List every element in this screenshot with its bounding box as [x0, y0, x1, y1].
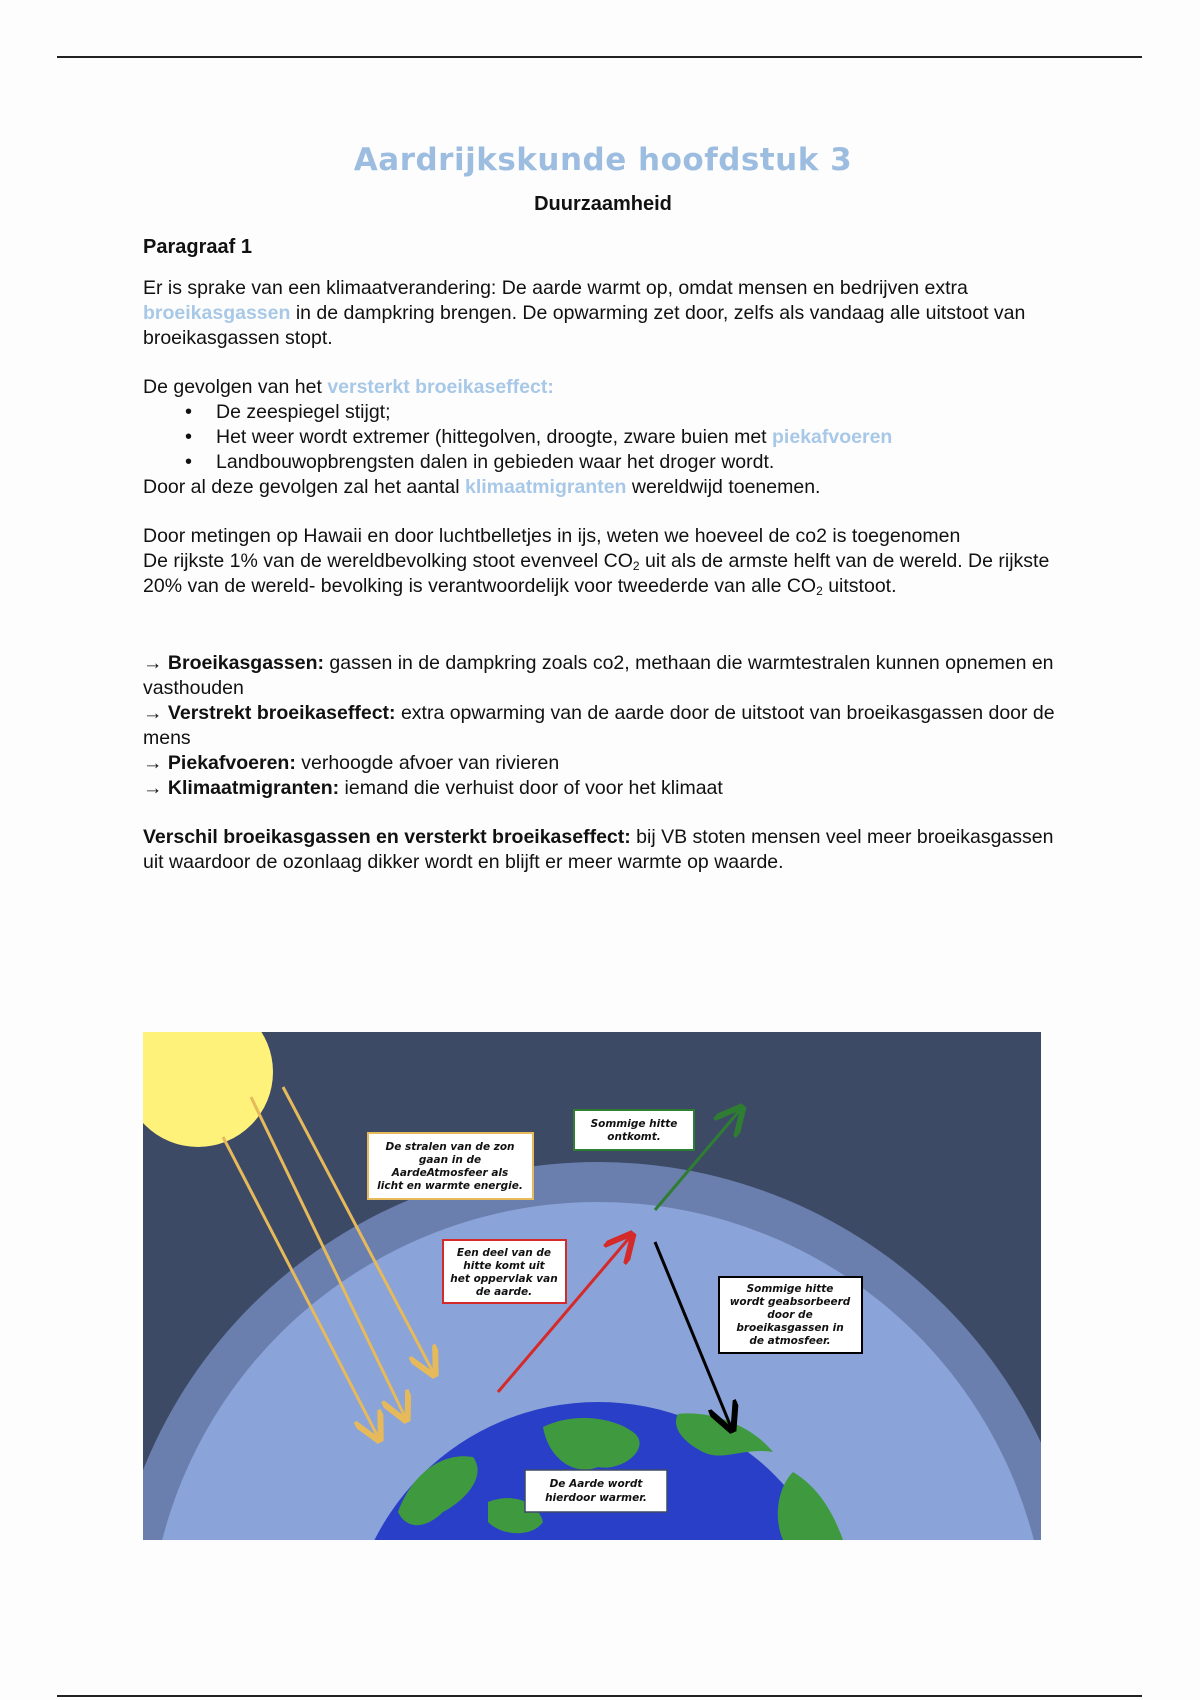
- term-piekafvoeren: piekafvoeren: [772, 426, 893, 448]
- bottom-rule: [57, 1695, 1142, 1697]
- section-heading: Paragraaf 1: [143, 236, 252, 258]
- richest-text-3: uitstoot.: [822, 575, 897, 597]
- label-line: de atmosfeer.: [749, 1335, 831, 1347]
- label-line: Een deel van de: [456, 1247, 552, 1259]
- effects-lead-text: De gevolgen van het: [143, 376, 328, 398]
- diagram-canvas: [143, 1032, 1041, 1540]
- richest-text-1: De rijkste 1% van de wereldbevolking stoot evenveel CO: [143, 550, 633, 572]
- list-item-text: Het weer wordt extremer (hittegolven, droogte, zware buien met: [216, 426, 773, 448]
- page-title: Aardrijkskunde hoofdstuk 3: [353, 142, 853, 178]
- definition-text: verhoogde afvoer van rivieren: [295, 752, 560, 774]
- intro-paragraph: [143, 276, 1063, 351]
- arrow-right-icon: →: [143, 777, 163, 799]
- arrow-right-icon: →: [143, 702, 163, 724]
- label-sun-rays: [368, 1133, 533, 1199]
- richest-paragraph: [143, 549, 1063, 599]
- definitions-list: [143, 651, 1063, 801]
- definition-text: gassen in de dampkring zoals co2, methaan die warmtestralen kunnen opnemen en vasthouden: [143, 652, 1054, 699]
- label-line: Sommige hitte: [590, 1118, 678, 1130]
- richest-text-2: uit als de armste helft van de wereld. De rijkste 20% van de wereld- bevolking is verantwoordelijk voor tweederde van alle CO: [143, 550, 1050, 597]
- definition-term: Broeikasgassen:: [167, 652, 324, 674]
- definition-term: Verstrekt broeikaseffect:: [167, 702, 396, 724]
- label-surface: [443, 1240, 566, 1303]
- label-line: De stralen van de zon: [385, 1141, 515, 1153]
- definition-item: [143, 751, 1063, 776]
- label-line: wordt geabsorbeerd: [729, 1296, 851, 1308]
- effects-closing-text-2: wereldwijd toenemen.: [626, 476, 821, 498]
- label-escapes: [574, 1110, 694, 1150]
- effects-list: [143, 400, 1063, 475]
- list-item: [193, 425, 1063, 450]
- label-line: AardeAtmosfeer als: [391, 1167, 509, 1179]
- label-line: het oppervlak van: [450, 1273, 558, 1285]
- greenhouse-effect-diagram: [143, 1032, 1041, 1540]
- definition-item: [143, 776, 1063, 801]
- intro-text-1: Er is sprake van een klimaatverandering: De aarde warmt op, omdat mensen en bedrijven extra: [143, 277, 968, 299]
- label-line: ontkomt.: [607, 1131, 661, 1143]
- subscript-2: 2: [816, 584, 823, 598]
- label-absorbed: [719, 1277, 862, 1353]
- difference-text: bij VB stoten mensen veel meer broeikasgassen uit waardoor de ozonlaag dikker wordt en blijft er meer warmte op waarde.: [143, 826, 1054, 873]
- effects-closing: [143, 475, 1063, 500]
- definition-term: Piekafvoeren:: [167, 752, 296, 774]
- label-warmer: [525, 1470, 667, 1512]
- intro-text-2: in de dampkring brengen. De opwarming zet door, zelfs als vandaag alle uitstoot van broeikasgassen stopt.: [143, 302, 1026, 349]
- definition-item: [143, 651, 1063, 701]
- definition-item: [143, 701, 1063, 751]
- definition-text: extra opwarming van de aarde door de uitstoot van broeikasgassen door de mens: [143, 702, 1055, 749]
- label-line: de aarde.: [475, 1286, 533, 1298]
- term-broeikasgassen: broeikasgassen: [143, 302, 291, 324]
- label-line: broeikasgassen in: [736, 1322, 844, 1334]
- label-line: door de: [767, 1309, 813, 1321]
- label-line: Sommige hitte: [746, 1283, 834, 1295]
- term-klimaatmigranten: klimaatmigranten: [464, 476, 627, 498]
- difference-paragraph: [143, 825, 1063, 875]
- arrow-right-icon: →: [143, 652, 163, 674]
- definition-text: iemand die verhuist door of voor het klimaat: [339, 777, 723, 799]
- subtitle: Duurzaamheid: [534, 193, 672, 215]
- label-line: licht en warmte energie.: [377, 1180, 523, 1192]
- arrow-right-icon: →: [143, 752, 163, 774]
- label-line: gaan in de: [418, 1154, 482, 1166]
- document-body: [143, 140, 1063, 875]
- list-item: • Landbouwopbrengsten dalen in gebieden waar het droger wordt.: [193, 450, 1063, 475]
- effects-lead: [143, 375, 1063, 400]
- top-rule: [57, 56, 1142, 58]
- label-line: hitte komt uit: [463, 1260, 545, 1272]
- measurements-paragraph: Door metingen op Hawaii en door luchtbelletjes in ijs, weten we hoeveel de co2 is toegenomen: [143, 525, 961, 547]
- term-versterkt-broeikaseffect: versterkt broeikaseffect:: [327, 376, 554, 398]
- effects-closing-text-1: Door al deze gevolgen zal het aantal: [143, 476, 465, 498]
- subscript-2: 2: [632, 559, 640, 573]
- label-line: hierdoor warmer.: [545, 1492, 647, 1504]
- label-line: De Aarde wordt: [549, 1478, 643, 1490]
- list-item: • De zeespiegel stijgt;: [193, 400, 1063, 425]
- difference-term: Verschil broeikasgassen en versterkt broeikaseffect:: [143, 826, 631, 848]
- definition-term: Klimaatmigranten:: [167, 777, 340, 799]
